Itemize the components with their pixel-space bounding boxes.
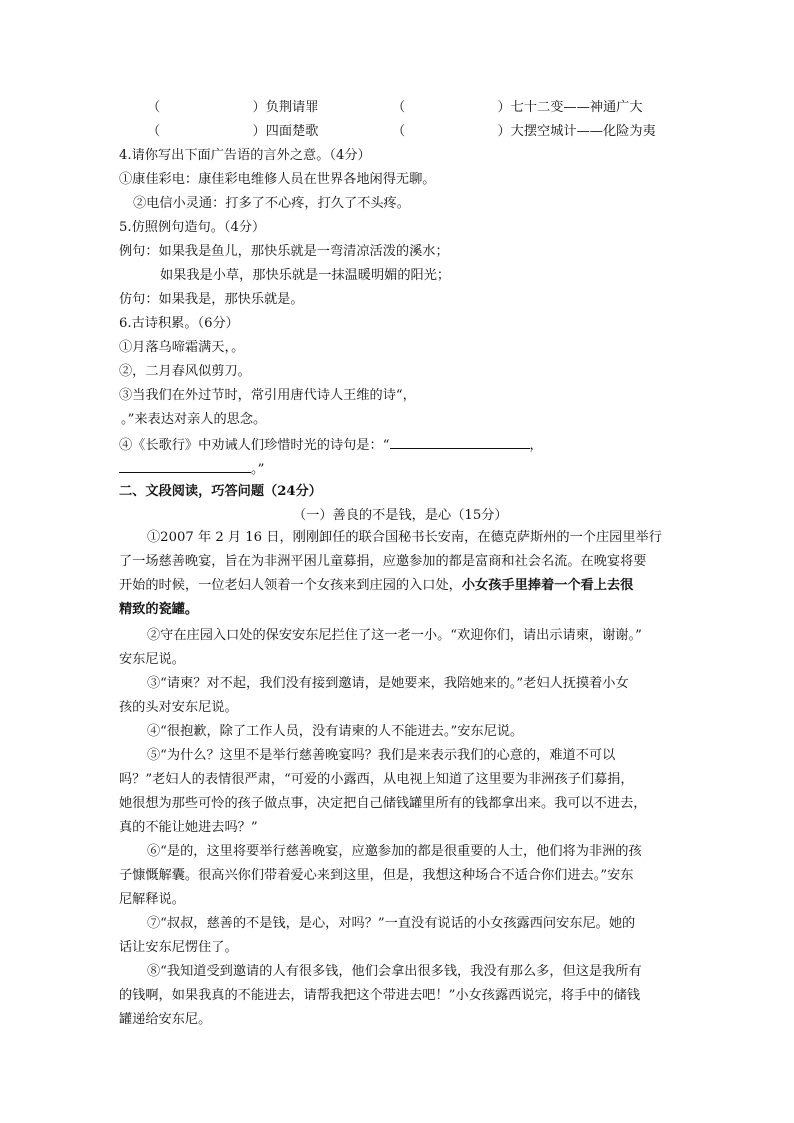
answer-blank-line [119, 459, 251, 473]
idiom-blank-empty-city: （ ）大摆空城计——化险为夷 [392, 124, 656, 139]
passage-p2-line2: 安东尼说。 [119, 652, 185, 667]
passage-p5-line2: 吗？”老妇人的表情很严肃，“可爱的小露西，从电视上知道了这里要为非洲孩子们募捐， [119, 772, 634, 787]
passage-p3-line2: 孩的头对安东尼说。 [119, 700, 238, 715]
passage-p3-line1: ③“请柬？对不起，我们没有接到邀请，是她要来，我陪她来的。”老妇人抚摸着小女 [147, 676, 629, 691]
q5-title: 5.仿照例句造句。（4分） [119, 220, 266, 235]
q6-item-4-prompt: ④《长歌行》中劝诫人们珍惜时光的诗句是：“ [119, 438, 390, 453]
q6-item-2: ②，二月春风似剪刀。 [119, 364, 251, 379]
passage-title: （一）善良的不是钱，是心（15分） [293, 508, 508, 523]
q5-example-1: 例句：如果我是鱼儿，那快乐就是一弯清凉活泼的溪水； [119, 244, 449, 259]
passage-p1-line4: 精致的瓷罐。 [119, 602, 199, 617]
passage-p5-line4: 真的不能让她进去吗？” [119, 820, 258, 835]
q4-item-2: ②电信小灵通：打多了不心疼，打久了不头疼。 [133, 196, 410, 211]
idiom-blank-72-changes: （ ）七十二变——神通广大 [392, 100, 643, 115]
passage-p2-line1: ②守在庄园入口处的保安安东尼拦住了这一老一小。“欢迎你们，请出示请柬，谢谢。” [147, 628, 642, 643]
passage-p1-line3 [119, 577, 633, 595]
passage-p6-line3: 尼解释说。 [119, 892, 185, 907]
passage-p5-line3: 她很想为那些可怜的孩子做点事，决定把自己储钱罐里所有的钱都拿出来。我可以不进去， [119, 796, 647, 811]
passage-p6-line1: ⑥“是的，这里将要举行慈善晚宴，应邀参加的都是很重要的人士，他们将为非洲的孩 [147, 844, 642, 859]
q6-item-1: ①月落乌啼霜满天，。 [119, 340, 245, 355]
passage-p1-line3-text: 开始的时候，一位老妇人领着一个女孩来到庄园的入口处， [119, 578, 462, 593]
passage-p8-line3: 罐递给安东尼。 [119, 1012, 212, 1027]
passage-p5-line1: ⑤“为什么？这里不是举行慈善晚宴吗？我们是来表示我们的心意的，难道不可以 [147, 748, 616, 763]
q6-item-4 [119, 435, 543, 455]
passage-p8-line2: 的钱啊，如果我真的不能进去，请帮我把这个带进去吧！”小女孩露西说完，将手中的储钱 [119, 988, 641, 1003]
passage-p7-line1: ⑦“叔叔，慈善的不是钱，是心，对吗？”一直没有说话的小女孩露西问安东尼。她的 [147, 916, 636, 931]
passage-p6-line2: 子慷慨解囊。很高兴你们带着爱心来到这里，但是，我想这种场合不适合你们进去。”安东 [119, 868, 634, 883]
q6-item-3-continued: 。”来表达对亲人的思念。 [121, 412, 267, 427]
answer-blank-line [390, 435, 530, 449]
q4-title: 4.请你写出下面广告语的言外之意。（4分） [119, 148, 371, 163]
idiom-blank-fujingqingzui: （ ）负荆请罪 [147, 100, 319, 115]
q6-item-4-end: 。” [251, 462, 265, 477]
passage-p7-line2: 话让安东尼愣住了。 [119, 940, 238, 955]
passage-p8-line1: ⑧“我知道受到邀请的人有很多钱，他们会拿出很多钱，我没有那么多，但这是我所有 [147, 964, 642, 979]
q6-item-4-continued [119, 459, 264, 479]
q4-item-1: ①康佳彩电：康佳彩电维修人员在世界各地闲得无聊。 [119, 172, 436, 187]
q6-item-4-comma: ， [529, 438, 543, 453]
passage-p1-line2: 了一场慈善晚宴，旨在为非洲平困儿童募捐，应邀参加的都是富商和社会名流。在晚宴将要 [119, 554, 647, 569]
q6-item-3: ③当我们在外过节时，常引用唐代诗人王维的诗“， [119, 388, 416, 403]
q6-title: 6.古诗积累。（6分） [119, 316, 239, 331]
q5-imitate: 仿句：如果我是，那快乐就是。 [119, 292, 304, 307]
q5-example-2: 如果我是小草，那快乐就是一抹温暖明媚的阳光； [160, 268, 451, 283]
passage-p1-line1: ①2007 年 2 月 16 日，刚刚卸任的联合国秘书长安南，在德克萨斯州的一个庄园里举行 [147, 530, 662, 545]
passage-p1-bold-phrase: 小女孩手里捧着一个看上去很 [461, 578, 634, 593]
section-heading: 二、文段阅读，巧答问题（24分） [119, 484, 322, 499]
idiom-blank-simianchuge: （ ）四面楚歌 [147, 124, 319, 139]
passage-p4-line1: ④“很抱歉，除了工作人员，没有请柬的人不能进去。”安东尼说。 [147, 724, 524, 739]
